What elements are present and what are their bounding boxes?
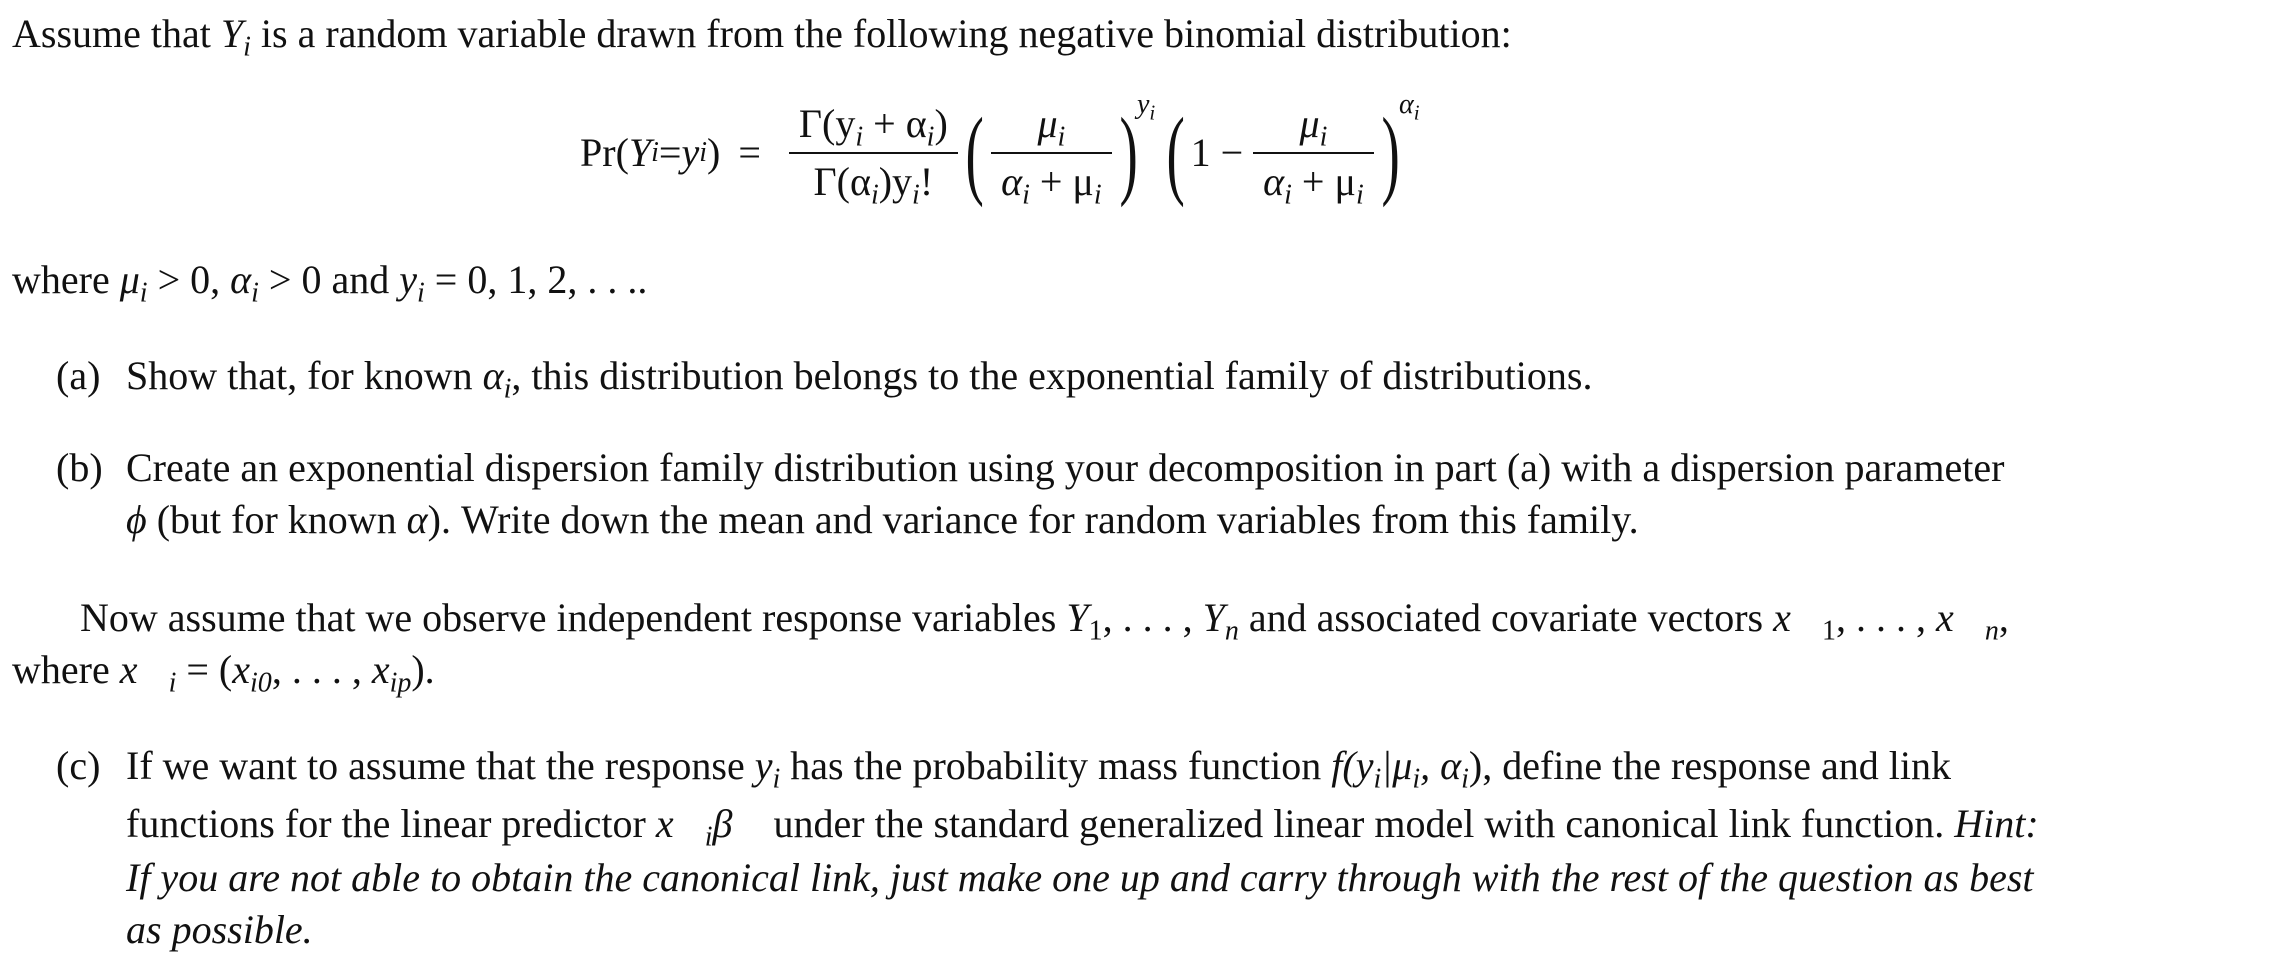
s: i (417, 277, 425, 309)
t: , this distribution belongs to the exponential family of distributions. (511, 353, 1593, 398)
t: has the probability mass function (780, 743, 1332, 788)
alpha: α (230, 257, 252, 302)
one-minus-group (1166, 89, 1433, 211)
s: i (704, 821, 713, 853)
intro-text-2: is a random variable drawn from the following negative binomial distribution: (250, 11, 1512, 56)
t: α (1399, 89, 1414, 120)
t: functions for the linear predictor (126, 801, 656, 846)
left-paren: ( (965, 97, 984, 208)
t: Create an exponential dispersion family distribution using your decomposition in part (a) with a dispersion parameter (126, 445, 2005, 490)
right-paren: ) (1119, 97, 1138, 208)
x: x⃗ (1935, 595, 1985, 640)
t: = 0, 1, 2, . . .. (424, 257, 648, 302)
mu-fraction-2 (1253, 99, 1374, 211)
beta: β⃗ (712, 801, 764, 846)
t: > 0 and (258, 257, 400, 302)
s: i (1355, 179, 1364, 211)
t: , . . . , (1835, 595, 1936, 640)
t: ) (934, 101, 948, 146)
left-paren: ( (1166, 97, 1186, 208)
t: and associated covariate vectors (1238, 595, 1774, 640)
intro-text: Assume that (12, 11, 221, 56)
pmf: |μ (1381, 743, 1413, 788)
alpha: α (406, 497, 428, 542)
s: i (1319, 121, 1328, 153)
eq-close: ) (707, 130, 721, 175)
s: i (1373, 763, 1382, 795)
item-c-label: (c) (56, 743, 101, 788)
t: Γ(y (798, 101, 856, 146)
t: , define the response and link (1482, 743, 1951, 788)
item-b-label: (b) (56, 445, 103, 490)
var-Y: Y (220, 11, 244, 56)
item-c-line2 (126, 798, 2039, 853)
t: , . . . , (1102, 595, 1203, 640)
pmf: f(y (1331, 743, 1374, 788)
t: (but for known (146, 497, 407, 542)
x: x⃗ (1773, 595, 1822, 640)
s: i (1022, 179, 1030, 211)
now-line1: Now assume that we observe independent response variables $Y_1$, . . . , $Y_n$ and associated covariate vectors $x⃗_1$, . . . , $x⃗_n$, (80, 595, 2009, 647)
item-a-label: (a) (56, 353, 101, 398)
t: where (12, 647, 120, 692)
s: i (1412, 763, 1421, 795)
s: i (772, 763, 781, 795)
item-c-line1 (56, 740, 1951, 795)
s: i0 (250, 667, 272, 699)
t: If you are not able to obtain the canonical link, just make one up and carry through with the rest of the question as best (126, 855, 2034, 900)
Y: Y (1202, 595, 1225, 640)
s: i (139, 277, 148, 309)
eq-y: y (681, 130, 700, 175)
s: ip (389, 667, 412, 699)
t: α (1263, 159, 1285, 204)
item-a (56, 350, 1593, 405)
sub-i: i (243, 31, 251, 63)
eq-Y: Y (628, 130, 652, 175)
gamma-fraction (789, 99, 958, 211)
t: )y (878, 159, 913, 204)
mu-fraction (991, 99, 1112, 211)
t: y (1136, 89, 1150, 120)
s: i (926, 121, 935, 153)
mu-denominator (991, 157, 1112, 211)
x: x⃗ (119, 647, 169, 692)
s: i (251, 277, 259, 309)
s: 1 (1821, 615, 1836, 647)
y: y (399, 257, 417, 302)
s: i (870, 179, 879, 211)
s: i (168, 667, 177, 699)
eq-lhs: Pr( (580, 130, 629, 175)
pmf: , α (1420, 743, 1462, 788)
item-b-line2 (126, 494, 1639, 546)
phi: ϕ (126, 497, 147, 542)
s: n (1984, 615, 1999, 647)
t: + α (863, 101, 927, 146)
mu-denominator-2 (1253, 157, 1374, 211)
right-paren: ) (1381, 97, 1400, 208)
s: i (1461, 763, 1469, 795)
t: > 0, (147, 257, 231, 302)
fraction-bar (789, 152, 958, 154)
now-line2 (12, 644, 435, 699)
t: where (12, 257, 120, 302)
s: i (912, 179, 920, 211)
fraction-bar (991, 152, 1112, 154)
item-b-line1 (56, 442, 2004, 494)
alpha: α (482, 353, 504, 398)
exponent-y (1137, 79, 1155, 131)
s: 1 (1088, 615, 1103, 647)
t: + μ (1029, 159, 1094, 204)
one-minus: 1 − (1190, 130, 1244, 175)
t: as possible. (126, 907, 313, 952)
gamma-denominator (804, 157, 944, 211)
gamma-numerator (789, 99, 958, 153)
where-line (12, 254, 648, 309)
pmf-equation: Pr( Y i = y i ) = $\frac{\Gamma(y_i + \alpha_i)}{\Gamma(\alpha_i)y_i!}$ ( $\frac{\mu_i}{\alpha_i + \mu_i}$ ) $y_i$ ( 1 − $\frac{\mu_i}{\alpha_i + \mu_i}$ ) $\alpha_i$ (580, 78, 1434, 228)
t: Now assume that we observe independent response variables (80, 595, 1067, 640)
t: , . . . , (271, 647, 372, 692)
hint-label: Hint: (1954, 801, 2039, 846)
t: Γ(α (813, 159, 871, 204)
mu-numerator (1027, 99, 1075, 153)
t: ! (919, 159, 934, 204)
item-c-line4 (126, 904, 313, 956)
y: y (754, 743, 773, 788)
t: μ (1037, 101, 1058, 146)
t: ). (411, 647, 435, 692)
t: ) (1468, 743, 1483, 788)
s: i (855, 121, 864, 153)
s: i (503, 373, 512, 405)
Y: Y (1066, 595, 1089, 640)
eq-eq1: = (658, 130, 682, 175)
t: If we want to assume that the response (126, 743, 755, 788)
x: x (371, 647, 390, 692)
x: x⃗ (655, 801, 705, 846)
t: ). Write down the mean and variance for random variables from this family. (427, 497, 1639, 542)
t: under the standard generalized linear model with canonical link function. (763, 801, 1955, 846)
s: i (1413, 100, 1420, 125)
t: + μ (1291, 159, 1356, 204)
intro-line (12, 8, 1512, 63)
fraction-bar (1253, 152, 1374, 154)
item-c-line3 (126, 852, 2034, 904)
t: Show that, for known (126, 353, 483, 398)
exponent-alpha (1399, 79, 1420, 131)
s: n (1224, 615, 1239, 647)
t: α (1001, 159, 1023, 204)
mu: μ (119, 257, 140, 302)
s: i (1149, 100, 1156, 125)
s: i (1093, 179, 1102, 211)
t: μ (1299, 101, 1320, 146)
mu-numerator-2 (1290, 99, 1338, 153)
eq-equals: = (738, 130, 761, 175)
mu-ratio-group (965, 89, 1169, 211)
x: x (232, 647, 251, 692)
s: i (1057, 121, 1066, 153)
s: i (1284, 179, 1292, 211)
t: = ( (176, 647, 233, 692)
